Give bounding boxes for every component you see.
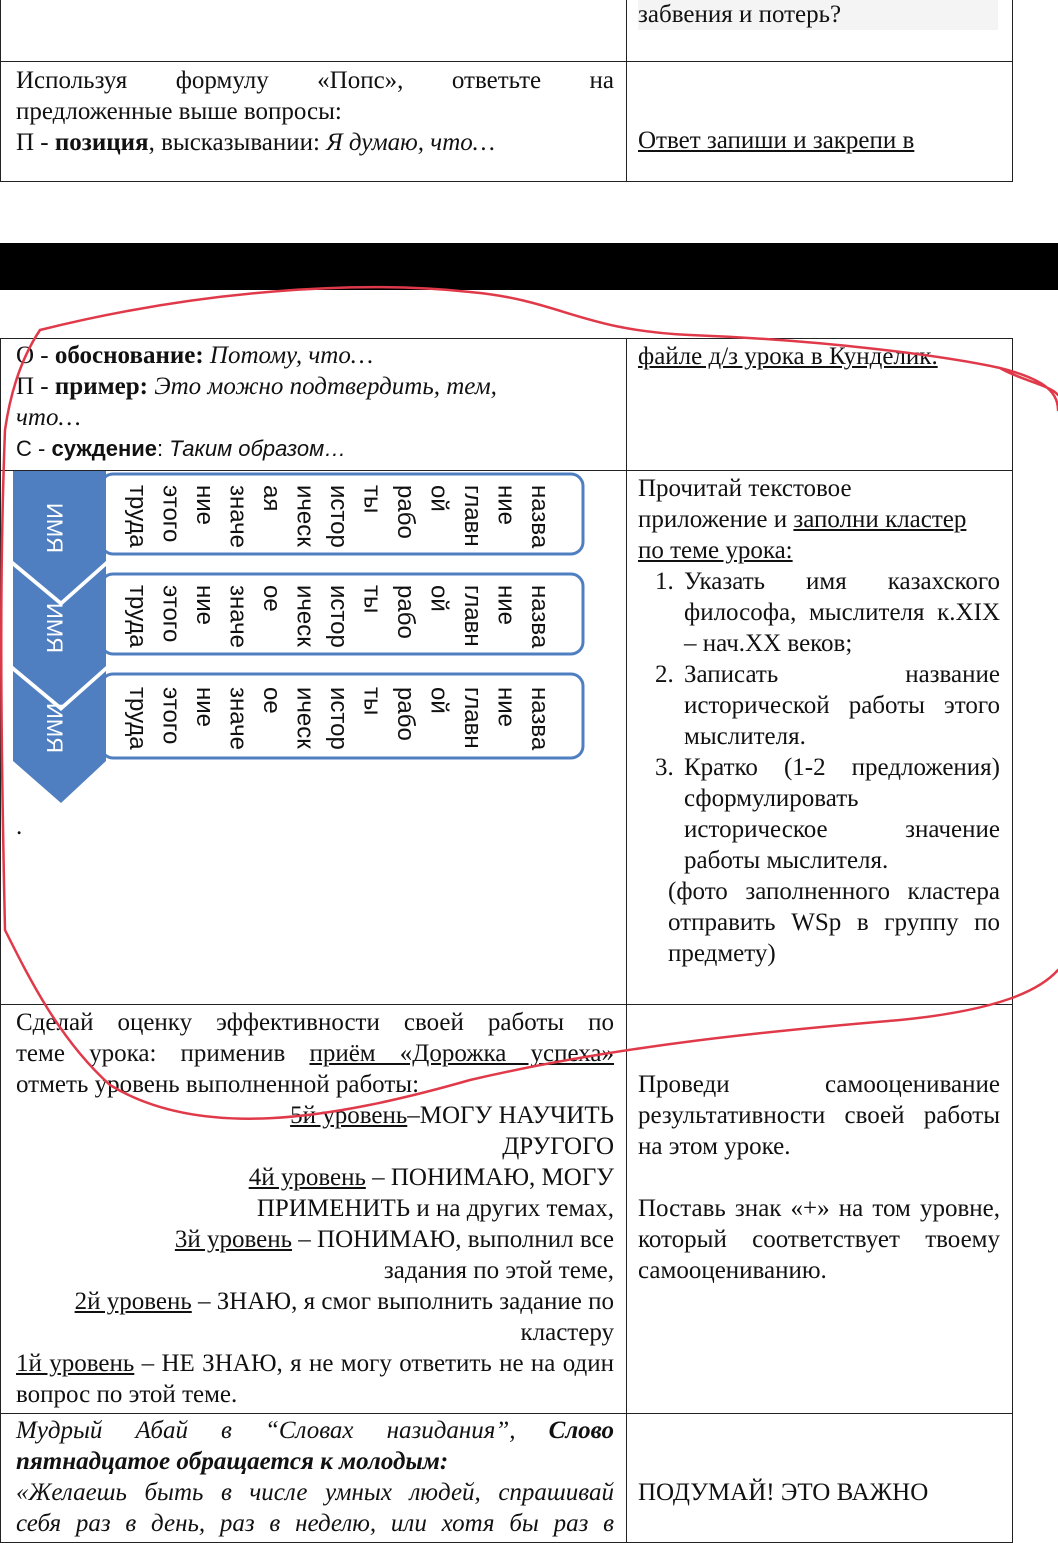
cluster-word: ние: [492, 485, 520, 526]
cluster-task-cell: [626, 470, 1013, 1005]
cluster-word: значе: [224, 687, 252, 750]
kundelik-text: файле д/з урока в Кунделик.: [638, 343, 938, 370]
cluster-word: истор: [325, 485, 352, 548]
cluster-word: ой: [425, 687, 453, 714]
top-row1-right: [626, 0, 1013, 62]
chevron-label-3: ИМЯ: [42, 703, 67, 754]
cluster-word: значе: [224, 585, 252, 648]
page-break-bar: [0, 243, 1058, 290]
popс-intro-line1: Используя формулу «Попс», ответьте на: [16, 67, 614, 94]
assess-line3: отметь уровень выполненной работы:: [16, 1071, 420, 1098]
task-step-3: 3. Кратко (1-2 предложения) сформулировать историческое значение работы мыслителя.: [680, 752, 1000, 876]
cluster-word: ние: [492, 585, 520, 626]
suzhdenie-line: С - суждение: Таким образом…: [16, 436, 347, 461]
cluster-word: труда: [124, 687, 151, 750]
cluster-word: ние: [492, 687, 520, 728]
cluster-word: ние: [191, 585, 218, 626]
abai-quote-line3: «Желаешь быть в числе умных людей, спрашивай: [16, 1479, 614, 1506]
obosnovanie-line: О - обоснование: Потому, что…: [16, 342, 374, 369]
assess-instruction-1: Проведи самооценивание результативности своей работы на этом уроке.: [638, 1071, 1000, 1160]
task-step-2: 2. Записать название исторической работы этого мыслителя.: [680, 659, 1000, 752]
task-steps: [608, 566, 1000, 876]
stray-dot: .: [16, 813, 23, 840]
level-4: 4й уровень – ПОНИМАЮ, МОГУ ПРИМЕНИТЬ и на других темах,: [248, 1164, 614, 1222]
position-line: П - позиция, высказывании: Я думаю, что…: [16, 129, 495, 156]
abai-quote-cell: [0, 1413, 627, 1543]
task-intro-a: Прочитай текстовое: [638, 475, 852, 502]
self-assessment-instruction-cell: [626, 1004, 1013, 1414]
task-note: (фото заполненного кластера отправить WSp в группу по предмету): [668, 878, 1000, 967]
level-2: 2й уровень – ЗНАЮ, я смог выполнить задание по кластеру: [74, 1288, 614, 1346]
task-intro-b: приложение и заполни кластер: [638, 506, 967, 533]
assess-instruction-2: Поставь знак «+» на том уровне, который соответствует твоему самооцениванию.: [638, 1195, 1000, 1284]
self-assessment-cell: [0, 1004, 627, 1414]
think-text: ПОДУМАЙ! ЭТО ВАЖНО: [638, 1479, 929, 1506]
cluster-word: этого: [157, 485, 185, 543]
cluster-word: главн: [459, 585, 486, 647]
cluster-word: ние: [191, 687, 218, 728]
top-row1-right-text: забвения и потерь?: [638, 0, 998, 30]
cluster-word: этого: [157, 585, 185, 643]
cluster-word: ты: [358, 585, 386, 614]
cluster-word: ой: [425, 485, 453, 512]
top-row1-left: [0, 0, 627, 62]
task-intro-c: по теме урока:: [638, 537, 793, 564]
cluster-word: значе: [224, 485, 252, 548]
cluster-word: ты: [358, 485, 386, 514]
cluster-word: ическ: [291, 485, 319, 547]
abai-quote: Мудрый Абай в “Словах назидания”, Слово пятнадцатое обращается к молодым:: [16, 1417, 614, 1475]
level-1: 1й уровень – НЕ ЗНАЮ, я не могу ответить не на один вопрос по этой теме.: [16, 1350, 615, 1408]
primer-line: П - пример: Это можно подтвердить, тем,: [16, 373, 497, 400]
cluster-word: ое: [258, 585, 285, 612]
cluster-word: ая: [258, 485, 285, 512]
cluster-word: рабо: [392, 687, 419, 741]
assess-line1: Сделай оценку эффективности своей работы по: [16, 1009, 614, 1036]
abai-quote-line4: себя раз в день, раз в неделю, или хотя бы раз в: [16, 1510, 614, 1537]
top-row2-left: [0, 61, 627, 182]
cluster-word: ическ: [291, 585, 319, 647]
cluster-diagram: [1, 471, 628, 811]
top-row2-right: [626, 61, 1013, 182]
cluster-word: труда: [124, 585, 151, 648]
answer-instruction: Ответ запиши и закрепи в: [638, 127, 915, 154]
cluster-word: назва: [526, 585, 553, 649]
cluster-word: этого: [157, 687, 185, 745]
cluster-word: ты: [358, 687, 386, 716]
cluster-word: ическ: [291, 687, 319, 749]
think-cell: [626, 1413, 1013, 1543]
cluster-word: ое: [258, 687, 285, 714]
cluster-word: рабо: [392, 485, 419, 539]
cluster-word: истор: [325, 585, 352, 648]
cluster-word: главн: [459, 687, 486, 749]
assess-line2: теме урока: применив приём «Дорожка успеха»: [16, 1040, 615, 1067]
level-5: 5й уровень–МОГУ НАУЧИТЬ ДРУГОГО: [290, 1102, 614, 1160]
cluster-cell: [0, 470, 627, 1005]
cluster-word: рабо: [392, 585, 419, 639]
primer-line-cont: что…: [16, 404, 81, 431]
level-3: 3й уровень – ПОНИМАЮ, выполнил все задания по этой теме,: [174, 1226, 614, 1284]
cluster-word: главн: [459, 485, 486, 547]
popс-intro-line2: предложенные выше вопросы:: [16, 98, 342, 125]
cluster-word: ой: [425, 585, 453, 612]
task-step-1: 1. Указать имя казахского философа, мыслителя к.XIX – нач.XX веков;: [680, 566, 1000, 659]
chevron-label-2: ИМЯ: [42, 603, 67, 654]
cluster-word: ние: [191, 485, 218, 526]
chevron-label-1: ИМЯ: [42, 503, 67, 554]
cluster-word: труда: [124, 485, 151, 548]
popс-cont-cell: [0, 338, 627, 471]
cluster-word: назва: [526, 485, 553, 549]
cluster-word: назва: [526, 687, 553, 751]
kundelik-cell: [626, 338, 1013, 471]
cluster-word: истор: [325, 687, 352, 750]
